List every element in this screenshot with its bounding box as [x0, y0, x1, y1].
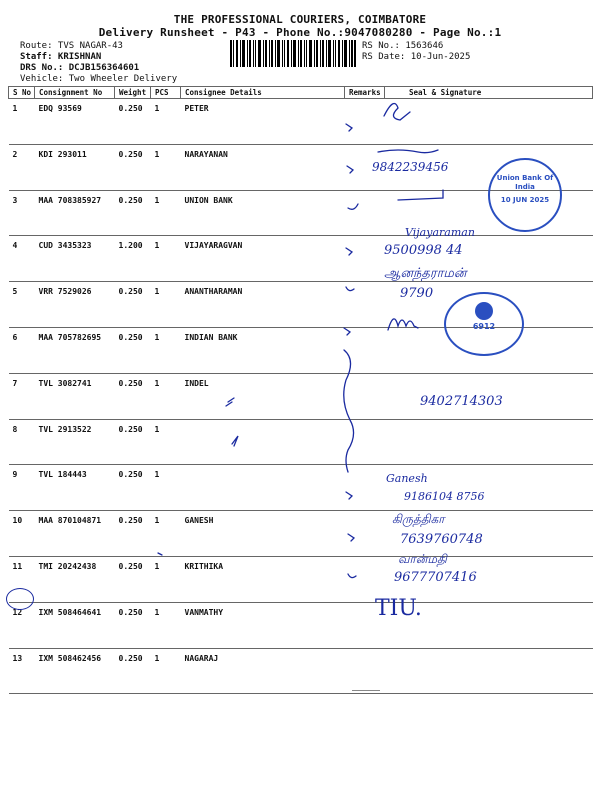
col-sno: S No — [9, 87, 35, 99]
cell-sno: 5 — [9, 282, 35, 328]
cell-consignee: NARAYANAN — [181, 144, 345, 190]
cell-sno: 2 — [9, 144, 35, 190]
cell-weight: 0.250 — [115, 144, 151, 190]
handwritten-phone-row10: 9186104 8756 — [404, 490, 485, 503]
cell-sno: 8 — [9, 419, 35, 465]
cell-consignment: TMI 20242438 — [35, 556, 115, 602]
indian-bank-code: 6912 — [472, 322, 496, 331]
cell-sno: 3 — [9, 190, 35, 236]
cell-pcs: 1 — [151, 465, 181, 511]
cell-consignee: UNION BANK — [181, 190, 345, 236]
cell-consignment: MAA 870104871 — [35, 511, 115, 557]
cell-consignee: VIJAYARAGVAN — [181, 236, 345, 282]
cell-consignee: INDIAN BANK — [181, 327, 345, 373]
cell-sno: 9 — [9, 465, 35, 511]
cell-sno: 4 — [9, 236, 35, 282]
union-bank-date: 10 JUN 2025 — [500, 196, 550, 204]
cell-consignee: GANESH — [181, 511, 345, 557]
cell-weight: 0.250 — [115, 465, 151, 511]
cell-pcs: 1 — [151, 144, 181, 190]
cell-consignment: TVL 2913522 — [35, 419, 115, 465]
union-bank-stamp — [488, 158, 562, 232]
cell-sno: 10 — [9, 511, 35, 557]
cell-weight: 0.250 — [115, 327, 151, 373]
cell-pcs: 1 — [151, 419, 181, 465]
staff-label: Staff: KRISHNAN — [20, 52, 102, 62]
cell-pcs: 1 — [151, 373, 181, 419]
cell-weight: 0.250 — [115, 648, 151, 694]
handwritten-name-row10: Ganesh — [386, 472, 428, 485]
cell-sno: 1 — [9, 99, 35, 145]
cell-weight: 0.250 — [115, 282, 151, 328]
cell-pcs: 1 — [151, 99, 181, 145]
col-weight: Weight — [115, 87, 151, 99]
route-label: Route: TVS NAGAR-43 — [20, 41, 123, 51]
cell-pcs: 1 — [151, 556, 181, 602]
handwritten-phone-row12: 9677707416 — [394, 570, 477, 585]
cell-pcs: 1 — [151, 648, 181, 694]
cell-consignee: KRITHIKA — [181, 556, 345, 602]
cell-sno: 11 — [9, 556, 35, 602]
handwritten-tamil-row11: கிருத்திகா — [392, 512, 445, 526]
cell-consignment: IXM 508462456 — [35, 648, 115, 694]
cell-consignee: NAGARAJ — [181, 648, 345, 694]
col-remarks: Remarks — [345, 87, 385, 99]
cell-sno: 6 — [9, 327, 35, 373]
cell-sno: 13 — [9, 648, 35, 694]
cell-consignment: VRR 7529026 — [35, 282, 115, 328]
cell-weight: 0.250 — [115, 190, 151, 236]
cell-weight: 0.250 — [115, 602, 151, 648]
cell-weight: 0.250 — [115, 556, 151, 602]
footer-dash — [352, 690, 380, 691]
cell-consignee: PETER — [181, 99, 345, 145]
cell-pcs: 1 — [151, 282, 181, 328]
cell-consignee: VANMATHY — [181, 602, 345, 648]
handwritten-phone-row8: 9402714303 — [420, 394, 503, 409]
cell-pcs: 1 — [151, 327, 181, 373]
cell-sno: 7 — [9, 373, 35, 419]
cell-consignee: ANANTHARAMAN — [181, 282, 345, 328]
handwritten-tamil-row5: ஆனந்தராமன் — [384, 266, 467, 281]
handwritten-phone-row5: 9790 — [400, 286, 434, 301]
handwritten-signature-row13: TIU. — [375, 596, 422, 621]
cell-consignment: MAA 705782695 — [35, 327, 115, 373]
indian-bank-logo-icon — [475, 302, 493, 320]
handwritten-name-row4: Vijayaraman — [405, 226, 475, 239]
cell-pcs: 1 — [151, 511, 181, 557]
cell-sno: 12 — [9, 602, 35, 648]
cell-consignee: INDEL — [181, 373, 345, 419]
union-bank-name: Union Bank Of India — [496, 174, 554, 191]
runsheet-subtitle: Delivery Runsheet - P43 - Phone No.:9047080280 - Page No.:1 — [98, 26, 502, 39]
cell-pcs: 1 — [151, 602, 181, 648]
handwritten-phone-row4: 9500998 44 — [384, 243, 463, 258]
col-consignee: Consignee Details — [181, 87, 345, 99]
cell-consignment: IXM 508464641 — [35, 602, 115, 648]
handwritten-phone-row11: 7639760748 — [400, 532, 483, 547]
rs-date: RS Date: 10-Jun-2025 — [362, 52, 471, 62]
col-pcs: PCS — [151, 87, 181, 99]
cell-consignment: CUD 3435323 — [35, 236, 115, 282]
cell-consignment: EDQ 93569 — [35, 99, 115, 145]
cell-consignment: TVL 184443 — [35, 465, 115, 511]
col-consignment: Consignment No — [35, 87, 115, 99]
cell-weight: 1.200 — [115, 236, 151, 282]
cell-weight: 0.250 — [115, 99, 151, 145]
handwritten-phone-row2: 9842239456 — [372, 160, 449, 174]
cell-consignment: TVL 3082741 — [35, 373, 115, 419]
handwritten-tamil-row12: வான்மதி — [398, 552, 447, 566]
col-seal-signature: Seal & Signature — [385, 87, 593, 99]
cell-weight: 0.250 — [115, 419, 151, 465]
cell-pcs: 1 — [151, 236, 181, 282]
drs-number: DRS No.: DCJB156364601 — [20, 63, 140, 73]
company-title: THE PROFESSIONAL COURIERS, COIMBATORE — [173, 13, 427, 26]
rs-number: RS No.: 1563646 — [362, 41, 444, 51]
cell-consignment: KDI 293011 — [35, 144, 115, 190]
cell-weight: 0.250 — [115, 511, 151, 557]
vehicle-label: Vehicle: Two Wheeler Delivery — [20, 74, 178, 84]
cell-weight: 0.250 — [115, 373, 151, 419]
cell-pcs: 1 — [151, 190, 181, 236]
cell-consignment: MAA 708385927 — [35, 190, 115, 236]
indian-bank-stamp — [444, 292, 524, 356]
